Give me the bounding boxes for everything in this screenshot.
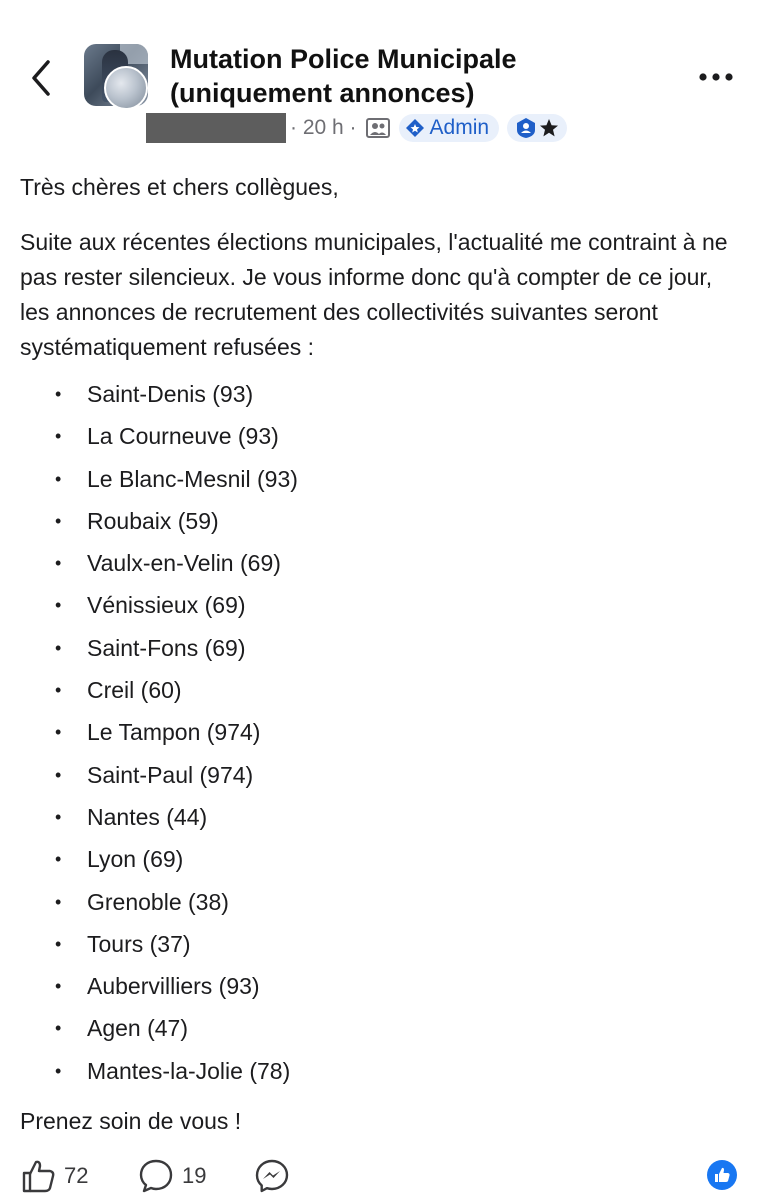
messenger-icon [254,1158,290,1194]
city-name: Roubaix (59) [87,507,219,534]
post-closing: Prenez soin de vous ! [20,1108,242,1134]
city-list-item [20,754,740,796]
city-name: Grenoble (38) [87,888,229,915]
bullet: • [55,933,62,954]
comment-bubble-icon [138,1158,174,1194]
post-time[interactable]: · 20 h · [290,116,357,139]
city-name: Le Tampon (974) [87,719,261,746]
bullet: • [55,510,62,531]
bullet: • [55,384,62,404]
city-list-item [20,500,740,542]
city-list-item [20,965,740,1007]
comment-count: 19 [182,1163,207,1188]
like-count: 72 [64,1163,89,1188]
city-name: Mantes-la-Jolie (78) [87,1057,291,1084]
city-name: Aubervilliers (93) [87,973,260,1000]
group-members-icon [365,117,391,139]
city-list-item [20,838,740,880]
city-name: Saint-Paul (974) [87,761,254,788]
bullet: • [55,1018,62,1039]
city-name: Tours (37) [87,930,191,957]
group-title-line2: (uniquement annonces) [170,78,475,108]
group-title-line1: Mutation Police Municipale [170,44,517,74]
admin-badge[interactable] [399,114,500,142]
city-list-item [20,923,740,965]
more-options-button[interactable] [696,64,736,90]
admin-diamond-icon [405,118,425,138]
more-horizontal-icon [696,64,736,90]
city-name: Le Blanc-Mesnil (93) [87,465,298,492]
city-name: Vénissieux (69) [87,592,246,619]
city-name: Lyon (69) [87,846,184,873]
bullet: • [55,764,62,785]
city-name: Creil (60) [87,677,182,704]
bullet: • [55,1060,62,1081]
bullet: • [55,849,62,870]
moderator-star-icon [539,118,559,138]
bullet: • [55,553,62,574]
city-name: Saint-Denis (93) [87,381,254,407]
moderator-shield-icon [515,117,537,139]
back-button[interactable] [26,58,56,98]
author-avatar[interactable] [104,66,148,110]
post-meta [146,112,567,144]
bullet: • [55,680,62,701]
bullet: • [55,468,62,489]
city-list-item [20,627,740,669]
city-name: Nantes (44) [87,803,208,830]
like-button[interactable] [20,1156,88,1196]
city-list-item [20,669,740,711]
group-title[interactable] [170,42,630,110]
city-name: Vaulx-en-Velin (69) [87,550,281,577]
city-list-item [20,796,740,838]
city-list-item [20,1050,740,1092]
city-list-item [20,542,740,584]
comment-button[interactable] [138,1156,206,1196]
bullet: • [55,806,62,827]
city-list-item [20,1007,740,1049]
bullet: • [55,976,62,997]
bullet: • [55,426,62,447]
city-list-item [20,584,740,626]
city-name: Saint-Fons (69) [87,634,246,661]
city-name: La Courneuve (93) [87,423,279,450]
city-list-item [20,881,740,923]
role-badge[interactable] [507,114,567,142]
admin-label: Admin [429,116,490,139]
city-list-item [20,458,740,500]
bullet: • [55,722,62,743]
like-reaction-icon [713,1166,731,1184]
post-header [0,0,757,150]
city-list [20,373,740,1092]
redacted-author-name [146,113,286,143]
city-name: Agen (47) [87,1015,189,1042]
city-list-item [20,373,740,415]
post-actions [0,1150,757,1200]
city-list-item [20,711,740,753]
messenger-share-button[interactable] [254,1156,292,1196]
bullet: • [55,891,62,912]
like-reaction-badge[interactable] [707,1160,737,1190]
thumbs-up-icon [20,1158,56,1194]
bullet: • [55,637,62,658]
post-intro: Suite aux récentes élections municipales, l'actualité me contraint à ne pas rester silencieux. Je vous informe donc qu'à compter de ce jour, les annonces de recrutement des collectivités suivantes seront systématiquement refusées : [20,229,728,360]
bullet: • [55,595,62,616]
chevron-left-icon [26,58,56,98]
post-greeting: Très chères et chers collègues, [20,174,339,200]
post-body [20,170,740,1092]
city-list-item [20,415,740,457]
